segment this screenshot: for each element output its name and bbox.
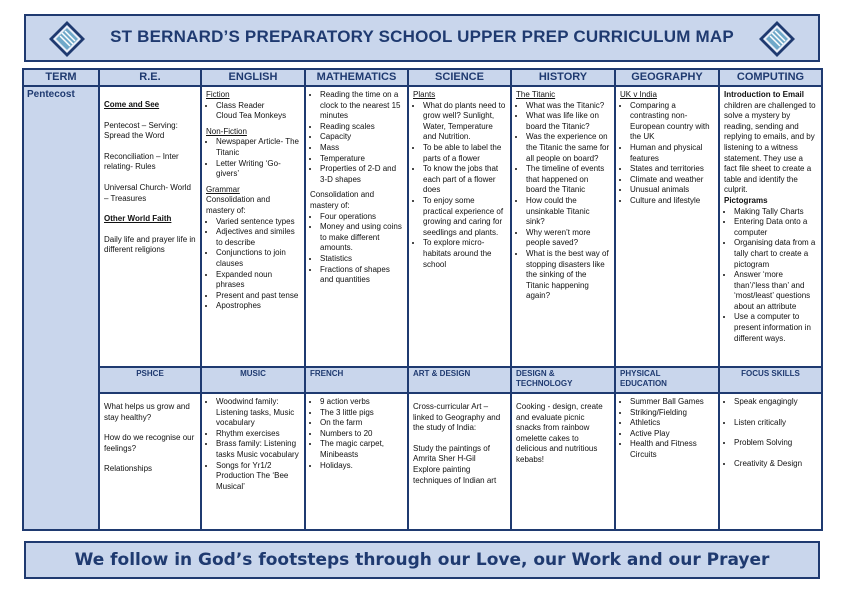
pshce-cell: [100, 394, 202, 529]
footer-motto: We follow in God’s footsteps through our Love, our Work and our Prayer: [24, 541, 820, 579]
pshce-text: Relationships: [104, 464, 153, 474]
list-item: • Reading the time on a clock to the nearest 15 minutes: [320, 90, 403, 122]
maths-text: Consolidation and mastery of:: [310, 190, 375, 210]
list-item: • Problem Solving: [734, 438, 817, 449]
list-item: Cloud Tea Monkeys: [216, 111, 287, 121]
list-item: • Holidays.: [320, 461, 403, 472]
re-text: Daily life and prayer life in different religions: [104, 234, 196, 255]
list-item: • Creativity & Design: [734, 459, 817, 470]
list-item: • What was life like on board the Titanic?: [526, 111, 610, 132]
list-item: • The 3 little pigs: [320, 408, 403, 419]
focus-cell: [720, 394, 821, 529]
list-item: • Active Play: [630, 429, 714, 440]
re-heading: Come and See: [104, 100, 160, 109]
science-cell: [409, 87, 512, 366]
header-dt: DESIGN & TECHNOLOGY: [512, 366, 616, 394]
computing-cell: [720, 87, 821, 366]
header-english: ENGLISH: [202, 70, 306, 87]
list-item: • Reading scales: [320, 122, 403, 133]
list-item: • Human and physical features: [630, 143, 714, 164]
list-item: • Speak engagingly: [734, 397, 817, 408]
list-item: • Expanded noun phrases: [216, 270, 300, 291]
list-item: • How could the unsinkable Titanic sink?: [526, 196, 610, 228]
list-item: • Four operations: [320, 212, 403, 223]
header-art: ART & DESIGN: [409, 366, 512, 394]
list-item: • Mass: [320, 143, 403, 154]
art-text: Cross-curricular Art – linked to Geography and the study of India:: [413, 402, 501, 433]
list-item: • Statistics: [320, 254, 403, 265]
term-label: Pentecost: [27, 89, 75, 100]
list-item: • The magic carpet, Minibeasts: [320, 439, 403, 460]
title-banner: [24, 14, 820, 62]
list-item: • Health and Fitness Circuits: [630, 439, 714, 460]
list-item: • Woodwind family: Listening tasks, Music vocabulary: [216, 397, 300, 429]
school-crest-logo: [48, 20, 86, 58]
list-item: • Organising data from a tally chart to create a pictogram: [734, 238, 817, 270]
list-item: • To enjoy some practical experience of growing and caring for seedlings and plants.: [423, 196, 506, 238]
list-item: • The timeline of events that happened on board the Titanic: [526, 164, 610, 196]
science-heading: Plants: [413, 90, 436, 99]
french-cell: [306, 394, 409, 529]
page-title: ST BERNARD’S PREPARATORY SCHOOL UPPER PREP CURRICULUM MAP: [110, 27, 734, 46]
list-item: • Use a computer to present information in different ways.: [734, 312, 817, 344]
computing-heading: Pictograms: [724, 195, 768, 205]
list-item: • Songs for Yr1/2 Production The ‘Bee Musical’: [216, 461, 300, 493]
list-item: • Culture and lifestyle: [630, 196, 714, 207]
header-history: HISTORY: [512, 70, 616, 87]
list-item: • Rhythm exercises: [216, 429, 300, 440]
re-heading: Other World Faith: [104, 214, 172, 224]
list-item: • Athletics: [630, 418, 714, 429]
pshce-text: What helps us grow and stay healthy?: [104, 402, 190, 422]
list-item: • Why weren’t more people saved?: [526, 228, 610, 249]
header-science: SCIENCE: [409, 70, 512, 87]
maths-cell: [306, 87, 409, 366]
header-music: MUSIC: [202, 366, 306, 394]
list-item: • Unusual animals: [630, 185, 714, 196]
history-heading: The Titanic: [516, 90, 556, 99]
list-item: • 9 action verbs: [320, 397, 403, 408]
list-item: • Apostrophes: [216, 301, 300, 312]
list-item: • Climate and weather: [630, 175, 714, 186]
term-column: [24, 87, 100, 529]
list-item: • Letter Writing ‘Go-givers’: [216, 159, 300, 180]
geography-heading: UK v India: [620, 90, 657, 99]
list-item: • States and territories: [630, 164, 714, 175]
dt-cell: [512, 394, 616, 529]
list-item: • What was the Titanic?: [526, 101, 610, 112]
re-text: Reconciliation – Inter relating- Rules: [104, 151, 179, 172]
list-item: • Present and past tense: [216, 291, 300, 302]
header-pe: PHYSICAL EDUCATION: [616, 366, 720, 394]
english-heading: Fiction: [206, 90, 230, 99]
computing-heading: Introduction to Email: [724, 90, 804, 99]
list-item: • Newspaper Article- The Titanic: [216, 137, 300, 158]
geography-cell: [616, 87, 720, 366]
english-heading: Grammar: [206, 184, 240, 194]
history-cell: [512, 87, 616, 366]
list-item: • What is the best way of stopping disasters like the sinking of the Titanic happening again?: [526, 249, 610, 302]
list-item: • Class Reader: [216, 101, 300, 112]
header-focus: FOCUS SKILLS: [720, 366, 821, 394]
pshce-text: How do we recognise our feelings?: [104, 433, 195, 453]
list-item: • Brass family: Listening tasks Music vocabulary: [216, 439, 300, 460]
list-item: • To explore micro-habitats around the school: [423, 238, 506, 270]
curriculum-table: [22, 68, 823, 531]
list-item: • Properties of 2-D and 3-D shapes: [320, 164, 403, 185]
list-item: • Adjectives and similes to describe: [216, 227, 300, 248]
list-item: • On the farm: [320, 418, 403, 429]
pe-cell: [616, 394, 720, 529]
re-text: Universal Church- World – Treasures: [104, 182, 191, 203]
list-item: • To know the jobs that each part of a flower does: [423, 164, 506, 196]
computing-text: children are challenged to solve a mystery by reading, sending and replying to emails, and by listening to a witness statement. They use a fact file sheet to create a table and identify the culprit.: [724, 100, 816, 195]
art-text: Explore painting techniques of Indian art: [413, 464, 497, 485]
list-item: • Temperature: [320, 154, 403, 165]
header-term: TERM: [24, 70, 100, 87]
header-re: R.E.: [100, 70, 202, 87]
list-item: • Striking/Fielding: [630, 408, 714, 419]
list-item: • Comparing a contrasting non-European country with the UK: [630, 101, 714, 143]
art-cell: [409, 394, 512, 529]
art-text: Study the paintings of Amrita Sher H-Gil: [413, 443, 490, 464]
list-item: • To be able to label the parts of a flower: [423, 143, 506, 164]
dt-text: Cooking - design, create and evaluate picnic snacks from rainbow omelette cakes to delicious and nutritious kebabs!: [516, 402, 603, 464]
english-heading: Non-Fiction: [206, 126, 247, 136]
list-item: • Summer Ball Games: [630, 397, 714, 408]
list-item: • Numbers to 20: [320, 429, 403, 440]
list-item: • Was the experience on the Titanic the same for all people on board?: [526, 132, 610, 164]
list-item: • Capacity: [320, 132, 403, 143]
list-item: • Listen critically: [734, 418, 817, 429]
list-item: • Fractions of shapes and quantities: [320, 265, 403, 286]
header-maths: MATHEMATICS: [306, 70, 409, 87]
list-item: • Entering Data onto a computer: [734, 217, 817, 238]
school-crest-logo: [758, 20, 796, 58]
list-item: • What do plants need to grow well? Sunlight, Water, Temperature and Nutrition.: [423, 101, 506, 143]
list-item: • Varied sentence types: [216, 217, 300, 228]
re-cell: [100, 87, 202, 366]
header-pshce: PSHCE: [100, 366, 202, 394]
music-cell: [202, 394, 306, 529]
header-geography: GEOGRAPHY: [616, 70, 720, 87]
list-item: • Making Tally Charts: [734, 207, 817, 218]
header-french: FRENCH: [306, 366, 409, 394]
list-item: • Answer ‘more than’/‘less than’ and ‘most/least’ questions about an attribute: [734, 270, 817, 312]
list-item: • Conjunctions to join clauses: [216, 248, 300, 269]
re-text: Pentecost – Serving: Spread the Word: [104, 120, 178, 141]
english-text: Consolidation and mastery of:: [206, 195, 271, 215]
list-item: • Money and using coins to make different amounts.: [320, 222, 403, 254]
english-cell: [202, 87, 306, 366]
header-computing: COMPUTING: [720, 70, 821, 87]
